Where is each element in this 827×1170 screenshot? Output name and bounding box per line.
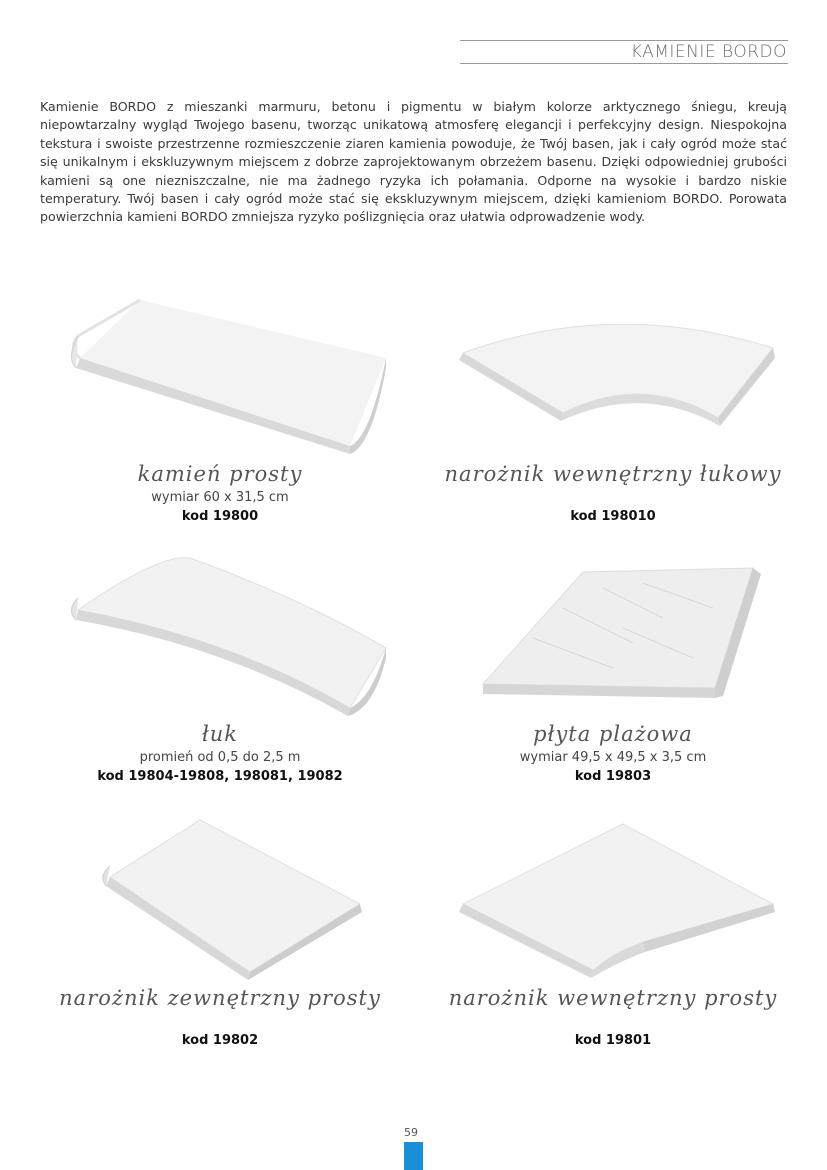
page-accent-bar	[404, 1142, 423, 1170]
product-name: płyta plażowa	[533, 722, 693, 746]
product-code: kod 198010	[570, 509, 656, 524]
outer-corner-image	[50, 812, 390, 982]
straight-stone-image	[50, 288, 390, 458]
product-code: kod 19803	[574, 769, 652, 784]
product-naroznik-zewnetrzny-prosty	[40, 812, 400, 1048]
intro-paragraph: Kamienie BORDO z mieszanki marmuru, betonu i pigmentu w białym kolorze arktycznego śniegu, kreują niepowtarzalny wygląd Twojego basenu, tworząc unikatową atmosferę elegancji i perfekcyjny design. Niespokojna tekstura i swoiste przestrzenne rozmieszczenie ziaren kamienia powoduje, że Twój basen, jak i cały ogród może stać się unikalnym i ekskluzywnym miejscem z dobrze zaprojektowanym obrzeżem basenu. Dzięki odpowiedniej grubości kamieni są one niezniszczalne, nie ma żadnego ryzyka ich połamania. Odporne na wysokie i bardzo niskie temperatury. Twój basen i cały ogród może stać się ekskluzywnym miejscem, dzięki kamieniom BORDO. Porowata powierzchnia kamieni BORDO zmniejsza ryzyko poślizgnięcia oraz ułatwia odprowadzenie wody.	[40, 99, 787, 225]
product-name: łuk	[201, 722, 239, 746]
header-rule-top	[460, 40, 788, 41]
product-name: kamień prosty	[137, 462, 303, 486]
product-dimension	[433, 490, 793, 507]
product-kamien-prosty	[40, 288, 400, 524]
beach-slab-image	[443, 548, 783, 718]
product-dimension	[40, 1014, 400, 1031]
product-code: kod 19800	[181, 509, 259, 524]
header-rule-bottom	[460, 63, 788, 64]
product-naroznik-wewnetrzny-lukowy	[433, 288, 793, 524]
product-name: narożnik wewnętrzny łukowy	[444, 462, 782, 486]
inner-arc-corner-image	[443, 288, 783, 458]
product-name: narożnik zewnętrzny prosty	[59, 986, 381, 1010]
section-title: KAMIENIE BORDO	[630, 42, 787, 62]
product-luk	[40, 548, 400, 784]
product-code: kod 19804-19808, 198081, 19082	[97, 769, 343, 784]
page-number: 59	[404, 1126, 418, 1139]
inner-corner-image	[443, 812, 783, 982]
product-dimension: promień od 0,5 do 2,5 m	[139, 750, 301, 765]
product-code: kod 19801	[574, 1033, 652, 1048]
product-dimension: wymiar 49,5 x 49,5 x 3,5 cm	[519, 750, 707, 765]
product-dimension	[433, 1014, 793, 1031]
product-name: narożnik wewnętrzny prosty	[448, 986, 778, 1010]
product-code: kod 19802	[181, 1033, 259, 1048]
product-plyta-plazowa	[433, 548, 793, 784]
product-naroznik-wewnetrzny-prosty	[433, 812, 793, 1048]
arc-stone-image	[50, 548, 390, 718]
product-dimension: wymiar 60 x 31,5 cm	[151, 490, 289, 505]
